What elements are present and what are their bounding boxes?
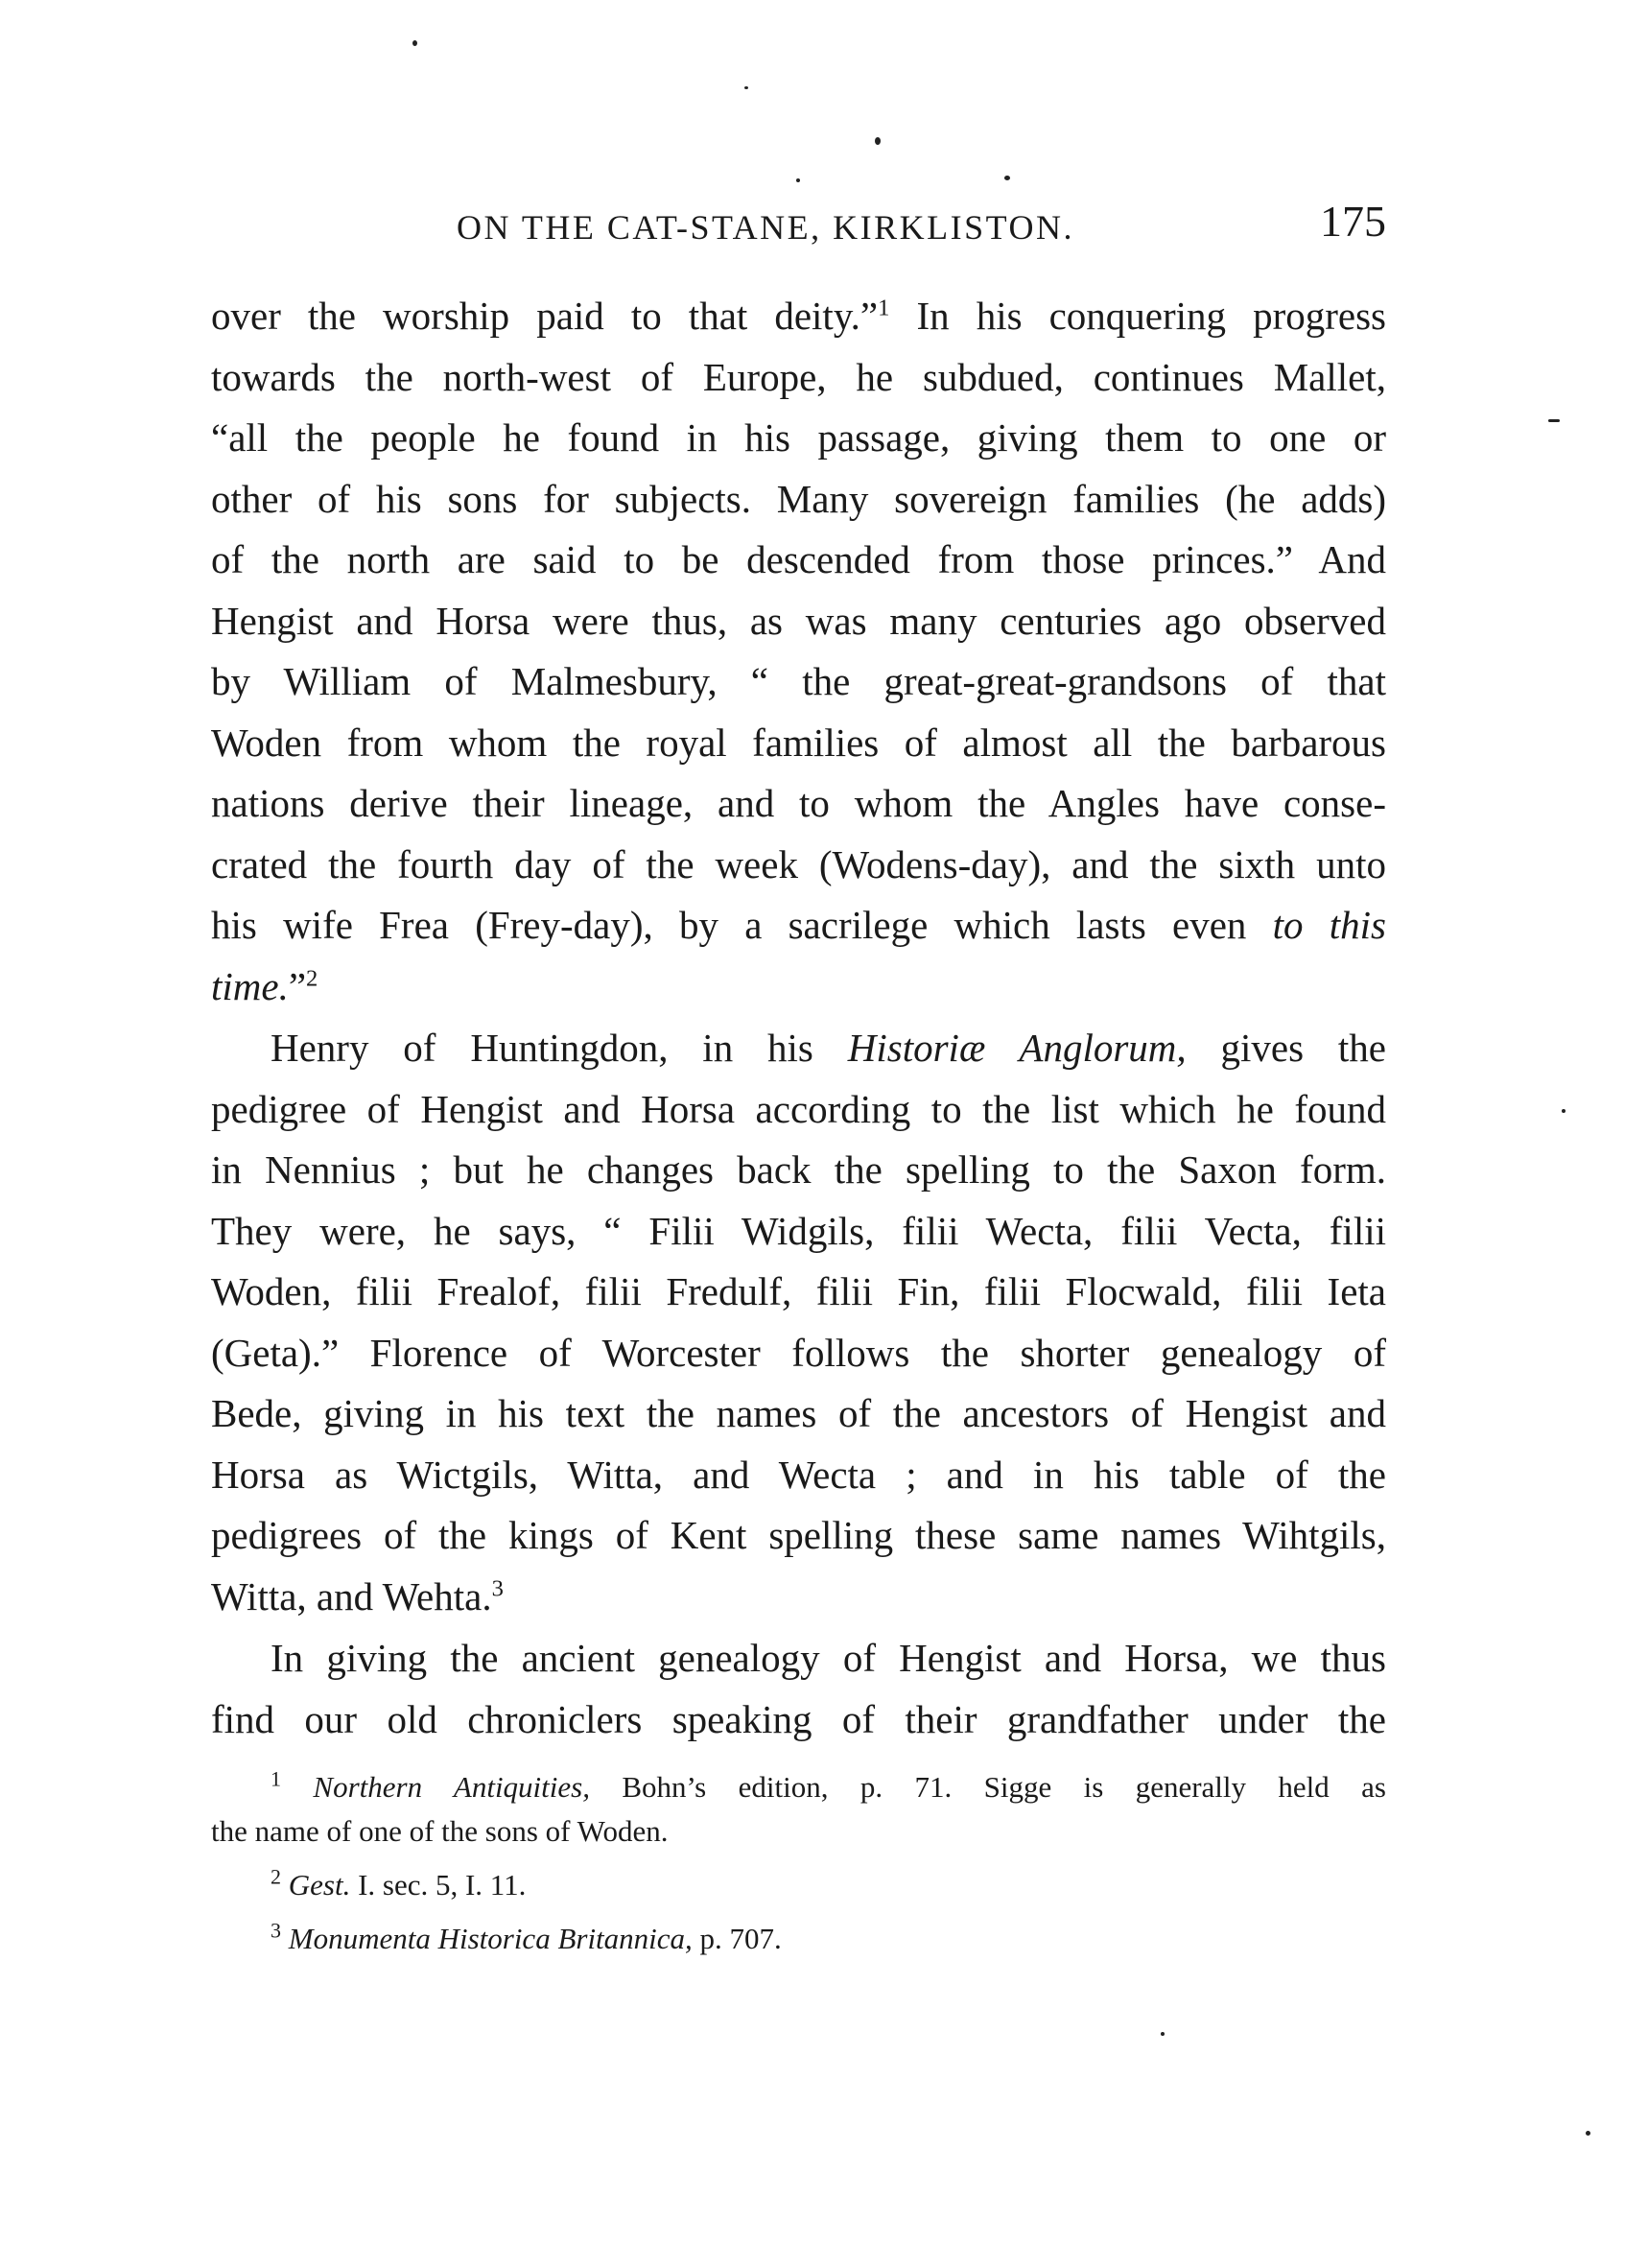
text-line: his wife Frea (Frey-day), by a sacrilege which lasts even to this — [211, 903, 1386, 947]
scan-speck — [875, 137, 881, 145]
text-line: Woden, filii Frealof, filii Fredulf, filii Fin, filii Flocwald, filii Ieta — [211, 1269, 1386, 1313]
page-number: 175 — [1320, 197, 1386, 246]
text-line: by William of Malmesbury, “ the great-great-grandsons of that — [211, 659, 1386, 703]
text-line: time.”$^2$ — [211, 963, 318, 1008]
text-line: Hengist and Horsa were thus, as was many centuries ago observed — [211, 598, 1386, 643]
text-line: of the north are said to be descended from those princes.” And — [211, 537, 1386, 581]
text-line: Horsa as Wictgils, Witta, and Wecta ; and in his table of the — [211, 1452, 1386, 1497]
text-line: towards the north-west of Europe, he subdued, continues Mallet, — [211, 354, 1386, 399]
footnote-mark: 2 — [271, 1864, 281, 1889]
footnote — [211, 1863, 1386, 1907]
scan-speck — [1586, 2131, 1590, 2136]
paragraph — [211, 1628, 1386, 1750]
scan-speck — [1562, 1109, 1566, 1113]
text-line: other of his sons for subjects. Many sovereign families (he adds) — [211, 476, 1386, 521]
text-line: pedigree of Hengist and Horsa according to the list which he found — [211, 1086, 1386, 1131]
footnotes — [211, 1765, 1386, 1961]
scan-speck — [744, 86, 748, 89]
text-line: Woden from whom the royal families of almost all the barbarous — [211, 720, 1386, 765]
text-line: in Nennius ; but he changes back the spelling to the Saxon form. — [211, 1147, 1386, 1192]
body-text — [211, 286, 1386, 1750]
text-line: Witta, and Wehta.$^3$ — [211, 1573, 504, 1618]
scan-speck — [1004, 176, 1010, 180]
footnote-ref: 1 — [878, 295, 890, 321]
footnote-line: $^3$ Monumenta Historica Britannica, p. 707. — [271, 1918, 782, 1955]
scan-speck — [1548, 419, 1560, 422]
footnote-ref: 3 — [491, 1574, 504, 1601]
text-line: find our old chroniclers speaking of their grandfather under the — [211, 1696, 1386, 1741]
paragraph — [211, 1018, 1386, 1627]
footnote-line: $^2$ Gest. I. sec. 5, I. 11. — [271, 1864, 527, 1902]
footnote-ref: 2 — [306, 964, 318, 991]
text-line: crated the fourth day of the week (Wodens-day), and the sixth unto — [211, 841, 1386, 886]
text-line: Henry of Huntingdon, in his Historiæ Anglorum, gives the — [271, 1026, 1386, 1070]
text-line: They were, he says, “ Filii Widgils, filii Wecta, filii Vecta, filii — [211, 1208, 1386, 1253]
paragraph — [211, 286, 1386, 1017]
text-line: nations derive their lineage, and to whom the Angles have conse- — [211, 781, 1386, 825]
footnote — [211, 1765, 1386, 1854]
text-line: Bede, giving in his text the names of the ancestors of Hengist and — [211, 1391, 1386, 1435]
text-line: In giving the ancient genealogy of Hengist and Horsa, we thus — [271, 1636, 1386, 1680]
footnote-line: $^1$ Northern Antiquities, Bohn’s edition, p. 71. Sigge is generally held as — [271, 1766, 1386, 1804]
text-line: over the worship paid to that deity.”$^1$ In his conquering progress — [211, 294, 1386, 338]
footnote-mark: 3 — [271, 1918, 281, 1943]
footnote-line: the name of one of the sons of Woden. — [211, 1814, 669, 1848]
scan-speck — [796, 178, 800, 182]
running-head: ON THE CAT-STANE, KIRKLISTON. — [457, 208, 1074, 247]
page-header — [211, 190, 1386, 257]
scan-speck — [1161, 2032, 1165, 2036]
footnote — [211, 1917, 1386, 1961]
text-line: pedigrees of the kings of Kent spelling these same names Wihtgils, — [211, 1513, 1386, 1557]
footnote-mark: 1 — [271, 1766, 281, 1791]
text-line: (Geta).” Florence of Worcester follows the shorter genealogy of — [211, 1330, 1386, 1375]
text-line: “all the people he found in his passage, giving them to one or — [211, 415, 1386, 460]
scan-speck — [412, 40, 417, 46]
